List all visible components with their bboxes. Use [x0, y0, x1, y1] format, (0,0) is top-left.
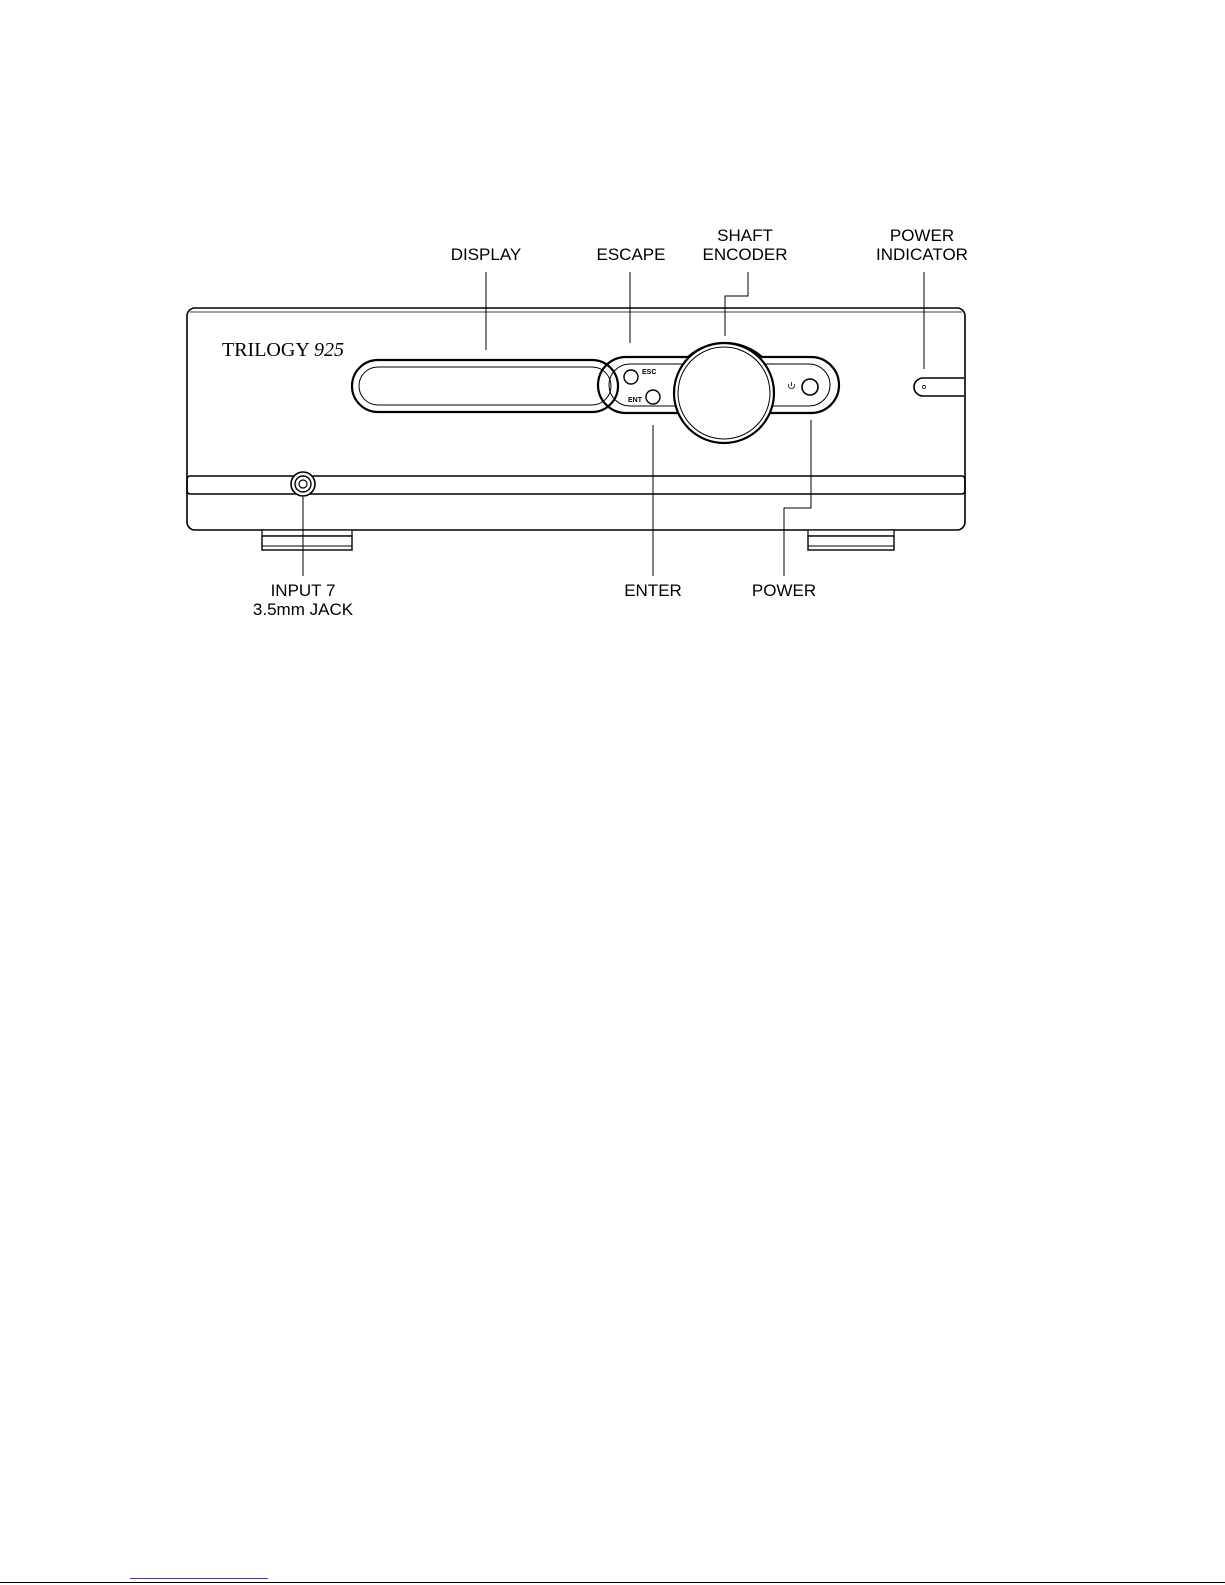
- label-power-indicator-line2: INDICATOR: [876, 245, 968, 264]
- label-power: POWER: [751, 581, 817, 600]
- footer-link-underline[interactable]: [130, 1578, 268, 1579]
- power-indicator-lens: [914, 378, 964, 396]
- label-input7-line1: INPUT 7: [270, 581, 336, 600]
- ent-button-label: ENT: [628, 397, 642, 404]
- power-leader: [784, 420, 811, 576]
- label-power-indicator-line1: POWER: [889, 226, 955, 245]
- label-enter: ENTER: [624, 581, 682, 600]
- esc-button-label: ESC: [642, 369, 657, 376]
- label-shaft-encoder-line2: ENCODER: [702, 245, 788, 264]
- label-display: DISPLAY: [450, 245, 522, 264]
- brand-model: 925: [314, 339, 345, 361]
- left-foot: [262, 530, 352, 550]
- label-shaft-encoder-line1: SHAFT: [717, 226, 773, 245]
- display-window: [352, 360, 618, 412]
- shaft-encoder-knob: [674, 343, 774, 443]
- label-input7-line2: 3.5mm JACK: [252, 600, 354, 619]
- brand-name: TRILOGY: [222, 339, 310, 361]
- label-escape: ESCAPE: [596, 245, 666, 264]
- footer-rule: [0, 1582, 1225, 1583]
- power-symbol-icon: [789, 382, 795, 389]
- escape-button: [624, 370, 638, 384]
- right-foot: [808, 530, 894, 550]
- shaft-encoder-leader: [725, 272, 748, 336]
- power-button: [802, 379, 818, 395]
- enter-button: [646, 390, 660, 404]
- brand-logo: [222, 339, 344, 362]
- input-7-jack: [291, 472, 315, 496]
